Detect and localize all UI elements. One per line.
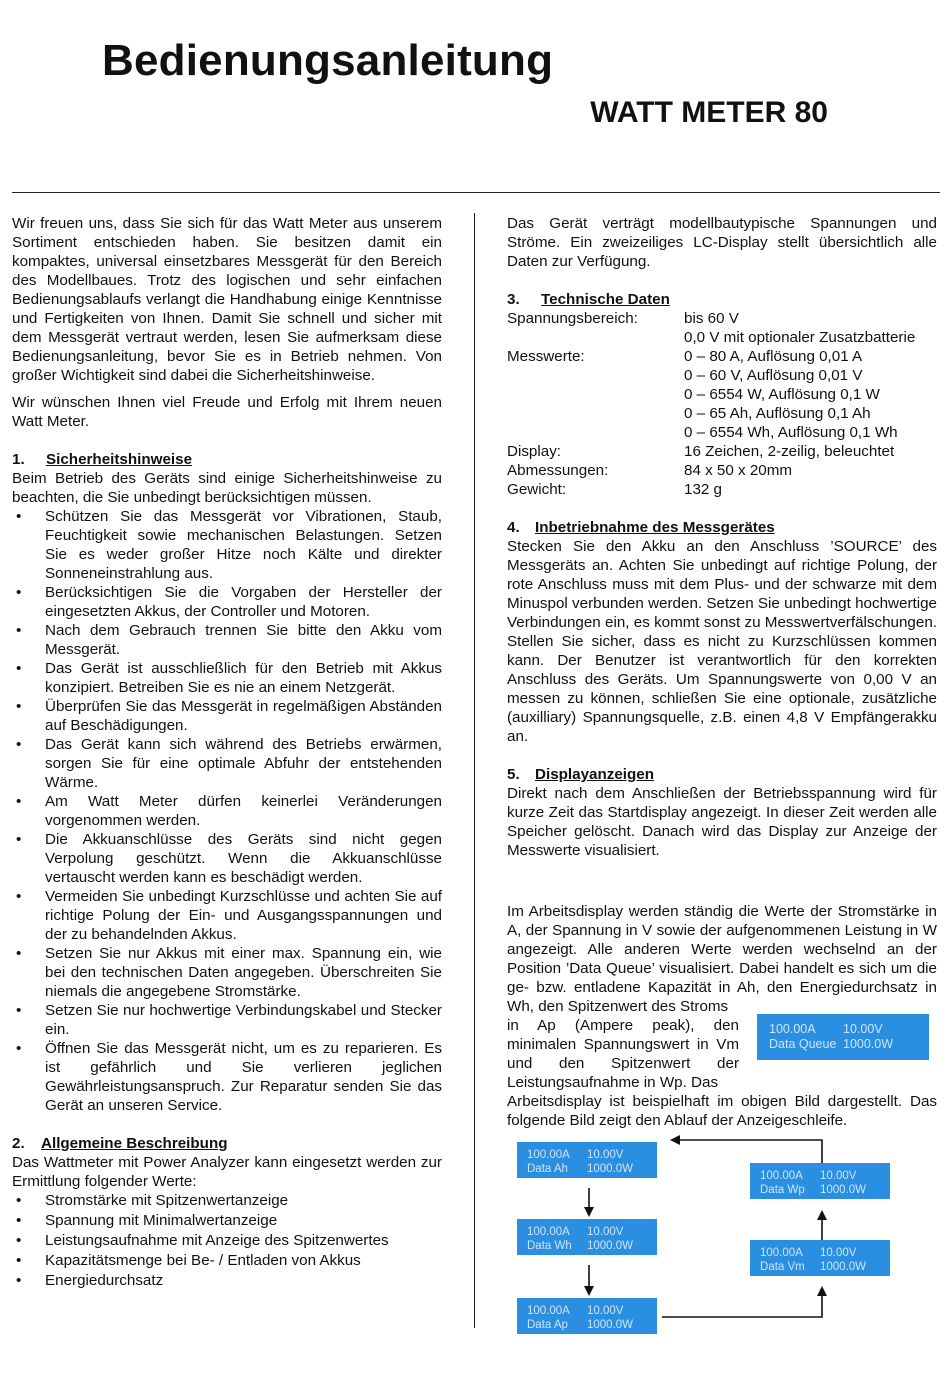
list-item: • Spannung mit Minimalwertanzeige — [12, 1211, 442, 1230]
display-label: Data Queue — [769, 1037, 837, 1051]
arrow-ap-to-vm — [662, 1288, 822, 1317]
list-item: • Berücksichtigen Sie die Vorgaben der Hersteller der eingesetzten Akkus, der Controller und Motoren. — [12, 583, 442, 621]
spec-row — [507, 328, 937, 347]
left-column — [12, 214, 442, 1290]
loop-display-wh — [517, 1219, 657, 1255]
section-title: Technische Daten — [541, 291, 670, 308]
spec-row — [507, 423, 937, 442]
spec-value: bis 60 V — [684, 310, 739, 327]
list-item: • Öffnen Sie das Messgerät nicht, um es zu reparieren. Es ist gefährlich und Sie verlieren jeglichen Gewährleistungsanspruch. Zur Reparatur senden Sie das Gerät an unseren Service. — [12, 1039, 442, 1115]
display-power: 1000.0W — [843, 1037, 894, 1051]
section-title: Displayanzeigen — [535, 766, 655, 783]
safety-list — [12, 507, 442, 1115]
list-item: • Vermeiden Sie unbedingt Kurzschlüsse und achten Sie auf richtige Polung der Ein- und Ausgangsspannungen und der zu behandelnden Akkus. — [12, 887, 442, 944]
section-1-text: Beim Betrieb des Geräts sind einige Sicherheitshinweise zu beachten, die Sie unbedingt berücksichtigen müssen. — [12, 470, 442, 506]
measurement-list — [12, 1191, 442, 1290]
spec-row — [507, 309, 937, 328]
spec-key: Messwerte: — [507, 348, 585, 365]
spec-value: 132 g — [684, 481, 723, 498]
spec-value: 0,0 V mit optionaler Zusatzbatterie — [684, 329, 916, 346]
spec-value: 0 – 60 V, Auflösung 0,01 V — [684, 367, 863, 384]
display-voltage: 10.00V — [587, 1305, 624, 1317]
display-label: Data Ah — [527, 1163, 568, 1175]
section-title: Sicherheitshinweise — [46, 451, 193, 468]
working-display — [757, 1014, 929, 1060]
display-current: 100.00A — [527, 1305, 570, 1317]
spec-key: Gewicht: — [507, 481, 567, 498]
list-item: • Setzen Sie nur Akkus mit einer max. Spannung ein, wie bei den technischen Daten angegeben. Überschreiten Sie niemals die angegebene Stromstärke. — [12, 944, 442, 1001]
display-voltage: 10.00V — [587, 1149, 624, 1161]
section-4-text: Stecken Sie den Akku an den Anschluss ’SOURCE’ des Messgeräts an. Achten Sie unbedingt auf richtige Polung, der rote Anschluss muss mit dem Plus- und der schwarze mit dem Minuspol verbunden werden. Setzen Sie unbedingt hochwertige Verbindungen ein, es kommt sonst zu Messwertverfälschungen. Stellen Sie sicher, dass es nicht zu Kurzschlüssen kommen kann. Der Benutzer ist verantwortlich für den korrekten Anschluss des Geräts. Um Spannungswerte von 0,00 V an messen zu können, schließen Sie eine optionale, zusätzliche (auxilliary) Spannungsquelle, z.B. einen 4,8 V Empfängerakku an. — [507, 538, 937, 745]
display-current: 100.00A — [769, 1022, 816, 1036]
loop-display-vm — [750, 1240, 890, 1276]
spec-key — [507, 423, 684, 442]
display-label: Data Vm — [760, 1261, 805, 1273]
list-item: • Energiedurchsatz — [12, 1271, 442, 1290]
document-subtitle: WATT METER 80 — [590, 96, 828, 129]
spec-row — [507, 442, 937, 461]
right-column — [507, 214, 937, 1130]
display-label: Data Wh — [527, 1240, 572, 1252]
spec-key: Abmessungen: — [507, 462, 609, 479]
list-item: • Schützen Sie das Messgerät vor Vibrationen, Staub, Feuchtigkeit sowie mechanischen Belastungen. Setzen Sie es weder großer Hitze noch Kälte und direkter Sonneneinstrahlung aus. — [12, 507, 442, 583]
header-divider — [12, 192, 940, 193]
loop-display-wp — [750, 1163, 890, 1199]
section-title: Allgemeine Beschreibung — [41, 1135, 228, 1152]
display-label: Data Ap — [527, 1319, 568, 1331]
display-power: 1000.0W — [587, 1319, 634, 1331]
list-item: • Kapazitätsmenge bei Be- / Entladen von Akkus — [12, 1251, 442, 1270]
spec-value: 0 – 65 Ah, Auflösung 0,1 Ah — [684, 405, 871, 422]
list-item: • Setzen Sie nur hochwertige Verbindungskabel und Stecker ein. — [12, 1001, 442, 1039]
display-power: 1000.0W — [587, 1240, 634, 1252]
section-5-text-2-wrap: in Ap (Ampere peak), den minimalen Spannungswert in Vm und den Spitzenwert der Leistungsaufnahme in Wp. Das — [507, 1017, 739, 1091]
column-divider — [474, 213, 475, 1328]
list-item: • Die Akkuanschlüsse des Geräts sind nicht gegen Verpolung geschützt. Wenn die Akkuanschlüsse vertauscht werden kann es beschädigt werden. — [12, 830, 442, 887]
spec-value: 16 Zeichen, 2-zeilig, beleuchtet — [684, 443, 895, 460]
section-4-heading — [507, 518, 937, 537]
section-title: Inbetriebnahme des Messgerätes — [535, 519, 775, 536]
spec-value: 0 – 6554 W, Auflösung 0,1 W — [684, 386, 880, 403]
list-item: • Stromstärke mit Spitzenwertanzeige — [12, 1191, 442, 1210]
spec-key — [507, 366, 684, 385]
list-item: • Leistungsaufnahme mit Anzeige des Spitzenwertes — [12, 1231, 442, 1250]
section-2-text: Das Wattmeter mit Power Analyzer kann eingesetzt werden zur Ermittlung folgender Werte: — [12, 1154, 442, 1190]
section-5-text: Direkt nach dem Anschließen der Betriebsspannung wird für kurze Zeit das Startdisplay angezeigt. In dieser Zeit werden alle Speicher gelöscht. Danach wird das Display zur Anzeige der Messwerte visualisiert. — [507, 785, 937, 859]
section-5-text-2: Im Arbeitsdisplay werden ständig die Werte der Stromstärke in A, der Spannung in V sowie der aufgenommenen Leistung in W angezeigt. Alle anderen Werte werden wechselnd an der Position ’Data Queue’ visualisiert. Dabei handelt es sich um die ge- bzw. entladene Kapazität in Ah, den Energiedurchsatz in Wh, den Spitzenwert des Stroms — [507, 903, 937, 1015]
section-2-heading — [12, 1134, 442, 1153]
display-power: 1000.0W — [820, 1261, 867, 1273]
loop-display-ap — [517, 1298, 657, 1334]
spec-value: 0 – 80 A, Auflösung 0,01 A — [684, 348, 863, 365]
section-3-heading — [507, 290, 937, 309]
spec-key: Spannungsbereich: — [507, 310, 638, 327]
device-intro: Das Gerät verträgt modellbautypische Spannungen und Ströme. Ein zweizeiliges LC-Display stellt übersichtlich alle Daten zur Verfügung. — [507, 215, 937, 270]
arrow-wp-to-ah — [672, 1140, 822, 1163]
spec-value: 84 x 50 x 20mm — [684, 462, 793, 479]
display-power: 1000.0W — [587, 1163, 634, 1175]
display-current: 100.00A — [527, 1149, 570, 1161]
display-current: 100.00A — [527, 1226, 570, 1238]
section-5-text-2-end: Arbeitsdisplay ist beispielhaft im obigen Bild dargestellt. Das folgende Bild zeigt den Ablauf der Anzeigeschleife. — [507, 1093, 937, 1129]
spec-row — [507, 347, 937, 366]
display-label: Data Wp — [760, 1184, 805, 1196]
spec-key — [507, 385, 684, 404]
list-item: • Das Gerät kann sich während des Betriebs erwärmen, sorgen Sie für eine optimale Abfuhr der entstehenden Wärme. — [12, 735, 442, 792]
spec-key — [507, 404, 684, 423]
spec-table — [507, 309, 937, 499]
intro-wishes: Wir wünschen Ihnen viel Freude und Erfolg mit Ihrem neuen Watt Meter. — [12, 394, 442, 430]
display-power: 1000.0W — [820, 1184, 867, 1196]
spec-row — [507, 461, 937, 480]
list-item: • Nach dem Gebrauch trennen Sie bitte den Akku vom Messgerät. — [12, 621, 442, 659]
document-title: Bedienungsanleitung — [102, 36, 554, 85]
spec-row — [507, 480, 937, 499]
section-number: 2. — [12, 1135, 25, 1152]
spec-key — [507, 328, 684, 347]
display-current: 100.00A — [760, 1247, 803, 1259]
section-number: 5. — [507, 766, 520, 783]
list-item: • Am Watt Meter dürfen keinerlei Veränderungen vorgenommen werden. — [12, 792, 442, 830]
spec-key: Display: — [507, 443, 562, 460]
display-voltage: 10.00V — [587, 1226, 624, 1238]
spec-row — [507, 404, 937, 423]
list-item: • Überprüfen Sie das Messgerät in regelmäßigen Abständen auf Beschädigungen. — [12, 697, 442, 735]
section-number: 3. — [507, 291, 520, 308]
section-number: 4. — [507, 519, 520, 536]
list-item: • Das Gerät ist ausschließlich für den Betrieb mit Akkus konzipiert. Betreiben Sie es nie an einem Netzgerät. — [12, 659, 442, 697]
section-number: 1. — [12, 451, 25, 468]
spec-row — [507, 366, 937, 385]
spec-value: 0 – 6554 Wh, Auflösung 0,1 Wh — [684, 424, 898, 441]
intro-paragraph: Wir freuen uns, dass Sie sich für das Watt Meter aus unserem Sortiment entschieden haben. Sie besitzen damit ein kompaktes, universal einsetzbares Messgerät für den Bereich des Modellbaues. Trotz des logischen und sehr einfachen Bedienungsablaufs verlangt die Handhabung einige Kenntnisse und Fertigkeiten von Ihnen. Damit Sie schnell und sicher mit dem Messgerät vertraut werden, lesen Sie aufmerksam diese Bedienungsanleitung, bevor Sie es in Betrieb nehmen. Von großer Wichtigkeit sind dabei die Sicherheitshinweise. — [12, 215, 442, 384]
display-voltage: 10.00V — [820, 1170, 857, 1182]
section-5-heading — [507, 765, 937, 784]
display-voltage: 10.00V — [843, 1022, 883, 1036]
loop-display-ah — [517, 1142, 657, 1178]
spec-row — [507, 385, 937, 404]
display-voltage: 10.00V — [820, 1247, 857, 1259]
display-current: 100.00A — [760, 1170, 803, 1182]
section-1-heading — [12, 450, 442, 469]
